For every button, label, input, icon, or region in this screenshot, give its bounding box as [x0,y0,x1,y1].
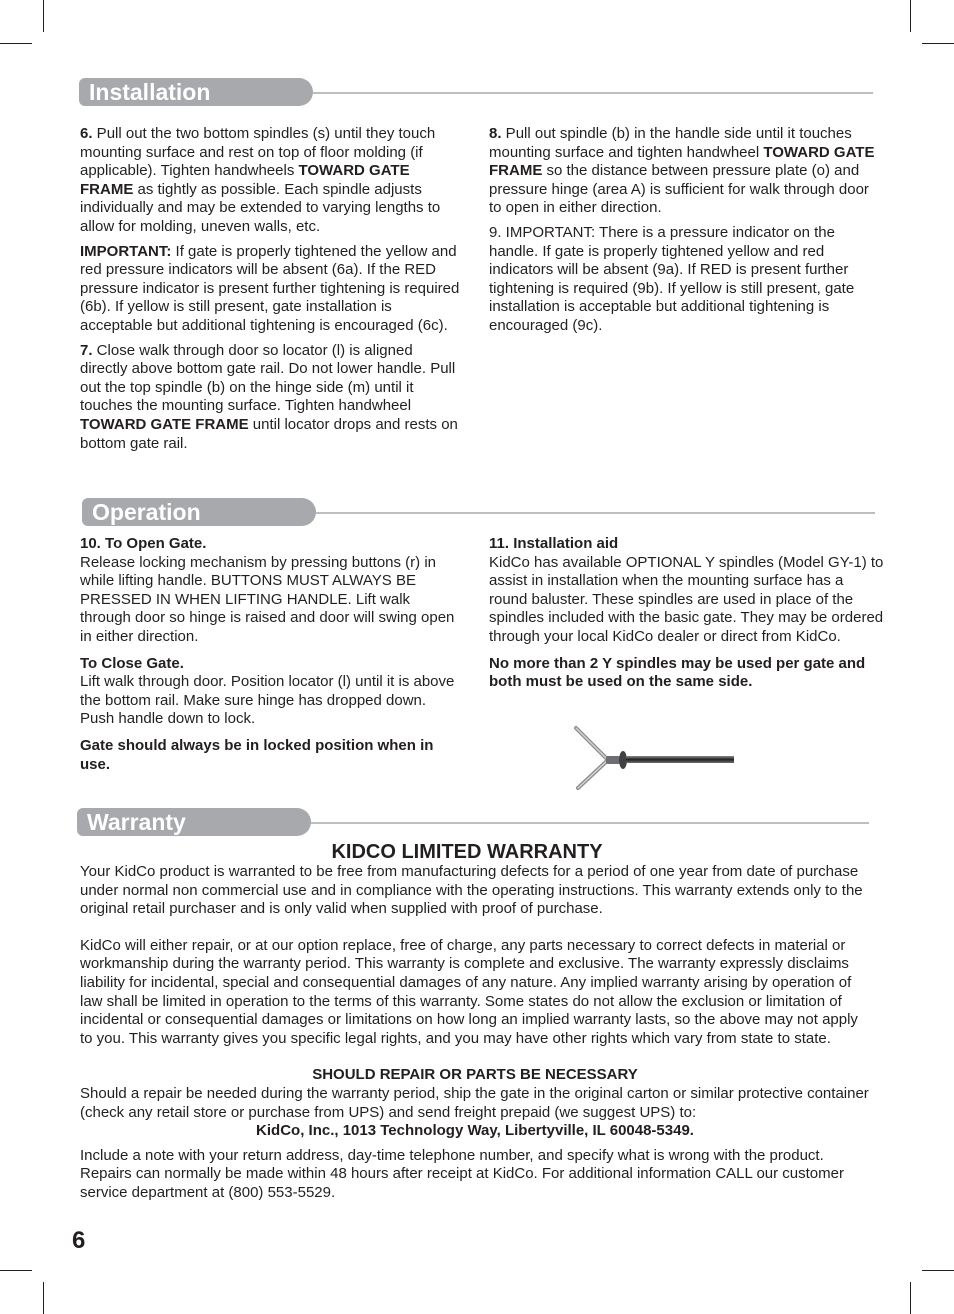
step-7: 7. Close walk through door so locator (l) is aligned directly above bottom gate rail. Do not lower handle. Pull out the top spindle (b) on the hinge side (m) until it touches the mounting surface. Tighten handwheel TOWARD GATE FRAME until locator drops and rests on bottom gate rail. [80,341,458,452]
section-title: Operation [82,498,316,526]
step-6: 6. Pull out the two bottom spindles (s) until they touch mounting surface and rest on top of floor molding (if applicable). Tighten handwheels TOWARD GATE FRAME as tightly as possible. Each spindle adjusts individually and may be extended to varying lengths to allow for molding, uneven walls, etc. [80,125,441,235]
crop-mark [0,1270,32,1271]
operation-left-column [80,535,464,782]
section-rule [316,512,875,514]
operation-right-column [489,535,884,700]
installation-section-header [79,78,873,106]
warranty-paragraph: Should a repair be needed during the warranty period, ship the gate in the original carton or similar protective container (check any retail store or purchase from UPS) and send freight prepaid (we suggest UPS) to: [80,1084,869,1121]
warranty-paragraph: Your KidCo product is warranted to be free from manufacturing defects for a period of one year from date of purchase under normal non commercial use and in compliance with the operating instructions. This warranty extends only to the original retail purchaser and is only valid when supplied with proof of purchase. [80,863,863,918]
open-gate: 10. To Open Gate. Release locking mechanism by pressing buttons (r) in while lifting handle. BUTTONS MUST ALWAYS BE PRESSED IN WHEN LIFTING HANDLE. Lift walk through door so hinge is raised and door will swing open in either direction. [80,535,455,645]
section-title: Installation [79,78,313,106]
warranty-paragraph: KidCo will either repair, or at our option replace, free of charge, any parts necessary to correct defects in material or workmanship during the warranty period. This warranty is complete and exclusive. The warranty expressly disclaims liability for incidental, special and consequential damages of any nature. Any implied warranty arising by operation of law shall be limited in operation to the terms of this warranty. Some states do not allow the exclusion or limitation of incidental or consequential damages or limitations on how long an implied warranty lasts, so the above may not apply to you. This warranty gives you specific legal rights, and you may have other rights which vary from state to state. [80,936,858,1047]
important-6: IMPORTANT: If gate is properly tightened the yellow and red pressure indicators will be absent (6a). If the RED pressure indicator is present further tightening is required (6b). If yellow is still present, gate installation is acceptable but additional tightening is encouraged (6c). [80,242,460,334]
crop-mark [0,43,32,44]
section-title: Warranty [77,808,311,836]
section-rule [313,92,873,94]
locked-note: Gate should always be in locked position when in use. [80,736,434,773]
y-spindle-illustration [568,722,740,794]
crop-mark [43,1282,44,1314]
warranty-section-header [77,808,869,836]
warranty-title: KIDCO LIMITED WARRANTY [331,841,603,863]
warranty-paragraph: Include a note with your return address, day-time telephone number, and specify what is wrong with the product. Repairs can normally be made within 48 hours after receipt at KidCo. For additional information CALL our customer service department at (800) 553-5529. [80,1146,844,1201]
page-number: 6 [72,1227,86,1254]
operation-section-header [82,498,875,526]
step-9: 9. IMPORTANT: There is a pressure indicator on the handle. If gate is properly tightened yellow and red indicators will be absent (9a). If RED is present further tightening is required (9b). If yellow is still present, gate installation is acceptable but additional tightening is encouraged (9c). [489,223,855,334]
y-spindle-note: No more than 2 Y spindles may be used per gate and both must be used on the same side. [489,654,866,691]
step-8: 8. Pull out spindle (b) in the handle side until it touches mounting surface and tighten handwheel TOWARD GATE FRAME so the distance between pressure plate (o) and pressure hinge (area A) is sufficient for walk through door to open in either direction. [489,125,875,217]
crop-mark [922,1270,954,1271]
crop-mark [910,1282,911,1314]
crop-mark [43,0,44,32]
installation-left-column [80,125,464,459]
crop-mark [910,0,911,32]
close-gate: To Close Gate. Lift walk through door. Position locator (l) until it is above the bottom rail. Make sure hinge has dropped down. Push handle down to lock. [80,654,455,728]
repair-heading: SHOULD REPAIR OR PARTS BE NECESSARY [312,1066,638,1084]
crop-mark [922,43,954,44]
warranty-body [80,863,870,1203]
installation-right-column [489,125,875,342]
installation-aid: 11. Installation aid KidCo has available OPTIONAL Y spindles (Model GY-1) to assist in installation when the mounting surface has a round baluster. These spindles are used in place of the spindles included with the basic gate. They may be ordered through your local KidCo dealer or direct from KidCo. [489,535,884,645]
section-rule [311,822,869,824]
kidco-address: KidCo, Inc., 1013 Technology Way, Libertyville, IL 60048-5349. [256,1122,694,1140]
